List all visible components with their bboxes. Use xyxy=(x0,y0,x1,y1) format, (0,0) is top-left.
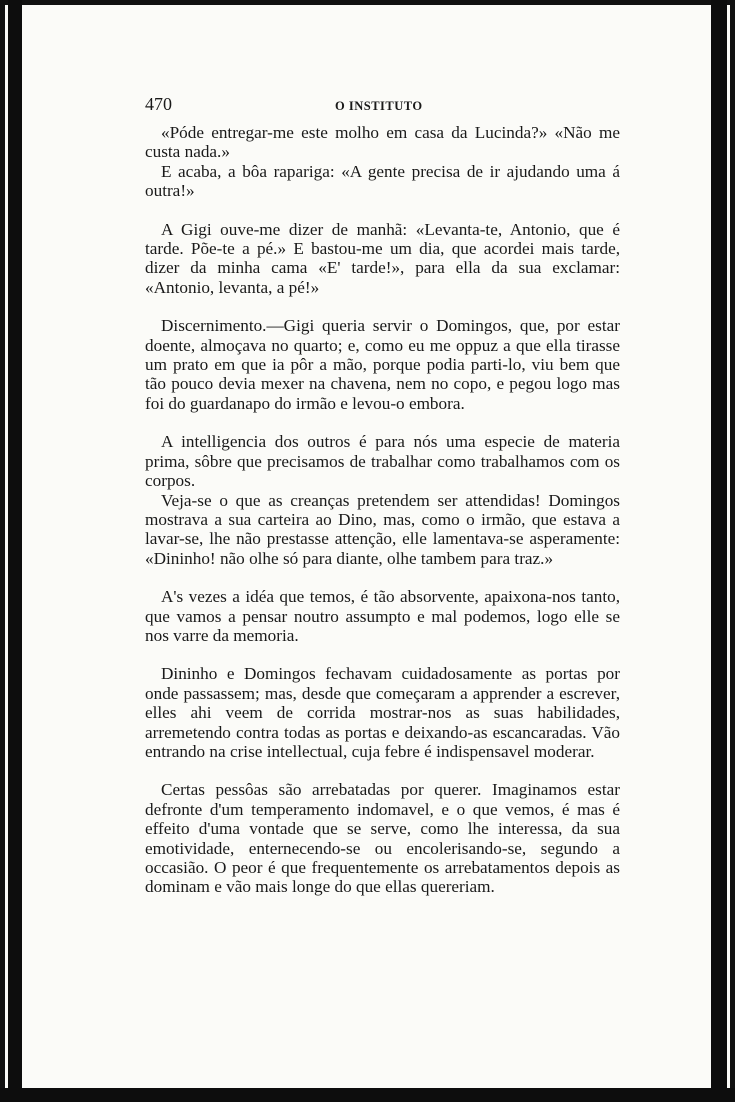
scan-border-right xyxy=(711,0,727,1102)
paragraph-1: «Póde entregar-me este molho em casa da Lucinda?» «Não me custa nada.» xyxy=(145,123,620,162)
book-page xyxy=(145,95,620,897)
scan-border-left xyxy=(8,0,22,1102)
paragraph-5: A intelligencia dos outros é para nós uma especie de materia prima, sôbre que precisamos de trabalhar como trabalhamos com os corpos. xyxy=(145,432,620,491)
paragraph-7: A's vezes a idéa que temos, é tão absorvente, apaixona-nos tanto, que vamos a pensar noutro assumpto e mal podemos, logo elle se nos varre da memoria. xyxy=(145,587,620,645)
page-header xyxy=(145,95,620,123)
paragraph-3: A Gigi ouve-me dizer de manhã: «Levanta-te, Antonio, que é tarde. Põe-te a pé.» E bastou-me um dia, que acordei mais tarde, dizer da minha cama «E' tarde!», para ella da sua exclamar: «Antonio, levanta, a pé!» xyxy=(145,219,620,297)
paragraph-8: Dininho e Domingos fechavam cuidadosamente as portas por onde passassem; mas, desde que começaram a apprender a escrever, elles ahi veem de corrida mostrar-nos as suas habilidades, arremetendo contra todas as portas e deixando-as escancaradas. Vão entrando na crise intellectual, cuja febre é indispensavel moderar. xyxy=(145,664,620,761)
paragraph-6: Veja-se o que as creanças pretendem ser attendidas! Domingos mostrava a sua carteira ao Dino, mas, como o irmão, que estava a lavar-se, lhe não prestasse attenção, elle lamentava-se asperamente: «Dininho! não olhe só para diante, olhe tambem para traz.» xyxy=(145,490,620,568)
paragraph-4: Discernimento.—Gigi queria servir o Domingos, que, por estar doente, almoçava no quarto; e, como eu me oppuz a que ella tirasse um prato em que ia pôr a mão, porque podia parti-lo, viu bem que tão pouco devia mexer na chavena, nem no copo, e pegou logo mas foi do guardanapo do irmão e levou-o embora. xyxy=(145,316,620,413)
scan-border-bottom xyxy=(0,1088,735,1102)
paragraph-9: Certas pessôas são arrebatadas por querer. Imaginamos estar defronte d'um temperamento indomavel, e o que vemos, é mas é effeito d'uma vontade que se serve, como lhe interessa, da sua emotividade, enternecendo-se ou encolerisando-se, segundo a occasião. O peor é que frequentemente os arrebatamentos depois as dominam e vão mais longe do que ellas quereriam. xyxy=(145,780,620,897)
page-number: 470 xyxy=(145,94,172,114)
running-title: O INSTITUTO xyxy=(335,99,423,113)
paragraph-2: E acaba, a bôa rapariga: «A gente precisa de ir ajudando uma á outra!» xyxy=(145,161,620,201)
